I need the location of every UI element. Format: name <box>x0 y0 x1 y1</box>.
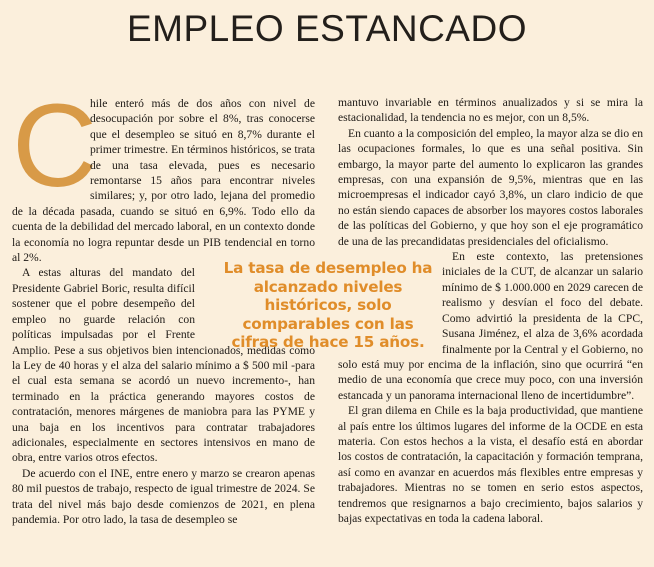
paragraph: hile enteró más de dos años con nivel de desocupación por sobre el 8%, tras conocerse que el desempleo se situó en 8,7% durante el primer trimestre. En términos históricos, se trata de una tasa elevada, pues es necesario remontarse 15 años para encontrar niveles similares; y, por otro lado, lejana del promedio de la década pasada, cuando se situó en 6,9%. Todo ello da cuenta de la debilidad del mercado laboral, en un contexto donde la economía no logra repuntar desde un PIB tendencial en torno al 2%. <box>12 97 315 265</box>
drop-cap: C <box>12 80 98 212</box>
paragraph: De acuerdo con el INE, entre enero y marzo se crearon apenas 80 mil puestos de trabajo, respecto de igual trimestre de 2024. Se trata del nivel más bajo desde comienzos de 2021, en plena pandemia. Por otro lado, la tasa de desempleo se <box>12 466 315 526</box>
paragraph: mantuvo invariable en términos anualizados y si se mira la estacionalidad, la tendencia no es mejor, con un 8,5%. <box>338 96 643 125</box>
paragraph: En cuanto a la composición del empleo, la mayor alza se dio en las ocupaciones formales, lo que es una señal positiva. Sin embargo, la mayor parte del aumento lo explicaron las grandes empresas, con una expansión de 9,5%, mientras que en las microempresas el indicador cayó 3,8%, un claro indicio de que no están siendo capaces de absorber los mayores costos laborales de las políticas del Gobierno, y que hoy son el eje programático de una de las precandidatas presidenciales del oficialismo. <box>338 126 643 248</box>
paragraph: A estas alturas del mandato del Presidente Gabriel Boric, resulta difícil sostener que el pobre desempeño del empleo no guarde relación con políticas impulsadas por el Frente Amplio. Pese a sus objetivos bien intencionados, medidas como la Ley de 40 horas y el alza del salario mínimo a $ 500 mil -para el cual esta semana se acordó un nuevo incremento-, han terminado en la práctica generando mayores costos de contratación, menores márgenes de maniobra para las PYME y una baja en los incentivos para contratar trabajadores adicionales, especialmente en sectores intensivos en mano de obra, entre varios otros efectos. <box>12 266 315 465</box>
paragraph: En este contexto, las pretensiones iniciales de la CUT, de alcanzar un salario mínimo de $ 1.000.000 en 2029 carecen de realismo y desvían el foco del debate. Como advirtió la presidenta de la CPC, Susana Jiménez, el alza de 3,6% acordada finalmente por la Central y el Gobierno, no solo está muy por encima de la inflación, sino que ocurrirá “en medio de una economía que crece muy poco, con una inversión estancada y un panorama internacional lleno de incertidumbre”. <box>338 250 643 402</box>
pull-quote: La tasa de desempleo ha alcanzado niveles históricos, solo comparables con las cifras de hace 15 años. <box>223 259 433 352</box>
paragraph: El gran dilema en Chile es la baja productividad, que mantiene al país entre los últimos lugares del informe de la OCDE en esta materia. Con estos hechos a la vista, el desafío está en abordar los costos de contratación, la capacitación y formación temprana, así como en avanzar en acuerdos más flexibles entre empresas y trabajadores. Mientras no se tomen en serio estos aspectos, tendremos que resignarnos a bajo crecimiento, bajos salarios y bajas expectativas en toda la cadena laboral. <box>338 404 643 525</box>
article-title: EMPLEO ESTANCADO <box>126 8 527 49</box>
